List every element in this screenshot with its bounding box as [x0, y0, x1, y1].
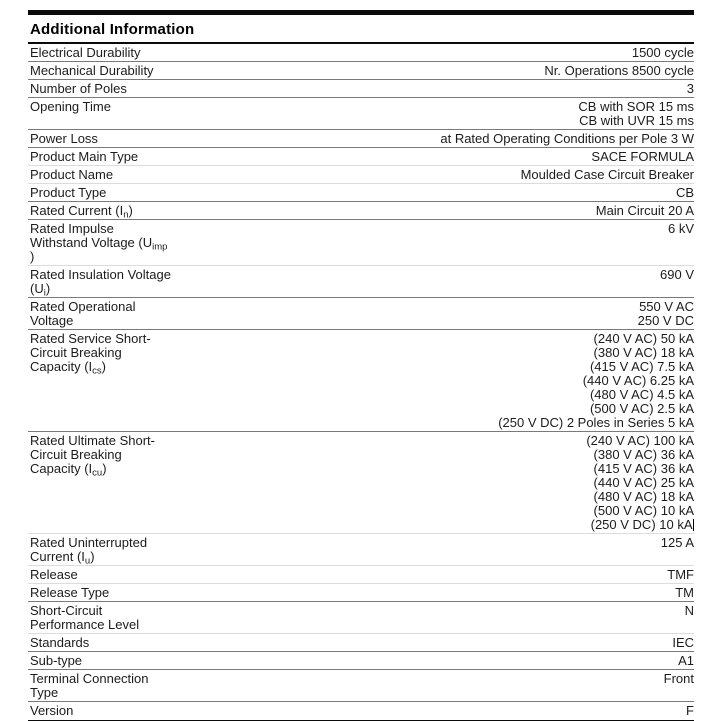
spec-row-mechanical-durability [28, 62, 694, 80]
spec-value: 125 A [660, 535, 694, 550]
spec-value: 690 V [660, 267, 694, 282]
spec-label: Opening Time [30, 99, 111, 114]
spec-label: Product Type [30, 185, 107, 200]
spec-value: CB with SOR 15 ms CB with UVR 15 ms [578, 99, 694, 128]
spec-label: Rated Current $(I_n)$ [30, 203, 133, 221]
spec-value: 550 V AC 250 V DC [637, 299, 694, 328]
additional-information-section [28, 10, 694, 721]
spec-row-rated-ultimate-short-circuit-breaking-capacity [28, 432, 694, 534]
spec-label: Version [30, 703, 74, 718]
spec-value: IEC [672, 635, 694, 650]
spec-row-terminal-connection-type [28, 670, 694, 702]
spec-label: Rated Operational Voltage [30, 299, 136, 328]
spec-value: TMF [667, 567, 694, 582]
spec-label: Short-Circuit Performance Level [30, 603, 140, 632]
spec-row-short-circuit-performance-level [28, 602, 694, 634]
spec-value: TM [675, 585, 694, 600]
spec-value: 1500 cycle [631, 45, 694, 60]
spec-label: Power Loss [30, 131, 98, 146]
spec-label: Terminal Connection Type [30, 671, 149, 700]
spec-label: Rated Service Short- Circuit Breaking Capacity $(I_{cs})$ [30, 331, 151, 377]
spec-label: Standards [30, 635, 90, 650]
spec-row-standards [28, 634, 694, 652]
spec-row-rated-current [28, 202, 694, 220]
spec-table [28, 44, 694, 720]
spec-row-version [28, 702, 694, 720]
spec-row-rated-insulation-voltage [28, 266, 694, 298]
spec-row-rated-uninterrupted-current [28, 534, 694, 566]
spec-row-product-name [28, 166, 694, 184]
spec-label: Number of Poles [30, 81, 127, 96]
section-title: Additional Information [28, 15, 694, 44]
spec-value: 3 [686, 81, 694, 96]
spec-label: Sub-type [30, 653, 83, 668]
spec-label: Electrical Durability [30, 45, 141, 60]
spec-row-opening-time [28, 98, 694, 130]
spec-row-rated-impulse-withstand-voltage [28, 220, 694, 266]
spec-value: N [684, 603, 694, 618]
spec-value: at Rated Operating Conditions per Pole 3 W [440, 131, 694, 146]
spec-row-power-loss [28, 130, 694, 148]
spec-value: A1 [678, 653, 694, 668]
spec-row-rated-service-short-circuit-breaking-capacity [28, 330, 694, 432]
text-caret [693, 519, 694, 531]
spec-label: Product Name [30, 167, 114, 182]
spec-label: Mechanical Durability [30, 63, 154, 78]
spec-label: Release [30, 567, 78, 582]
spec-label: Product Main Type [30, 149, 139, 164]
spec-label: Rated Impulse Withstand Voltage ($U_{imp}$ ) [30, 221, 168, 264]
spec-row-release [28, 566, 694, 584]
spec-value: Moulded Case Circuit Breaker [520, 167, 694, 182]
spec-row-sub-type [28, 652, 694, 670]
spec-value: Main Circuit 20 A [595, 203, 694, 218]
spec-value: 6 kV [667, 221, 694, 236]
spec-row-product-type [28, 184, 694, 202]
spec-row-number-of-poles [28, 80, 694, 98]
spec-value: CB [675, 185, 694, 200]
spec-row-electrical-durability [28, 44, 694, 62]
spec-value: (240 V AC) 50 kA (380 V AC) 18 kA (415 V AC) 7.5 kA (440 V AC) 6.25 kA (480 V AC) 4.5 kA (500 V AC) 2.5 kA (250 V DC) 2 Poles in Series 5 kA [498, 331, 694, 430]
spec-value: SACE FORMULA [591, 149, 694, 164]
spec-label: Rated Ultimate Short- Circuit Breaking Capacity $(I_{cu})$ [30, 433, 155, 479]
spec-value: F [686, 703, 694, 718]
spec-value: Nr. Operations 8500 cycle [544, 63, 694, 78]
spec-label: Rated Uninterrupted Current $(I_u)$ [30, 535, 148, 567]
spec-row-rated-operational-voltage [28, 298, 694, 330]
spec-row-release-type [28, 584, 694, 602]
spec-label: Release Type [30, 585, 110, 600]
spec-row-product-main-type [28, 148, 694, 166]
spec-value: (240 V AC) 100 kA (380 V AC) 36 kA (415 V AC) 36 kA (440 V AC) 25 kA (480 V AC) 18 kA (500 V AC) 10 kA (250 V DC) 10 kA [586, 433, 694, 532]
spec-label: Rated Insulation Voltage $(U_i)$ [30, 267, 171, 299]
spec-value: Front [663, 671, 694, 686]
